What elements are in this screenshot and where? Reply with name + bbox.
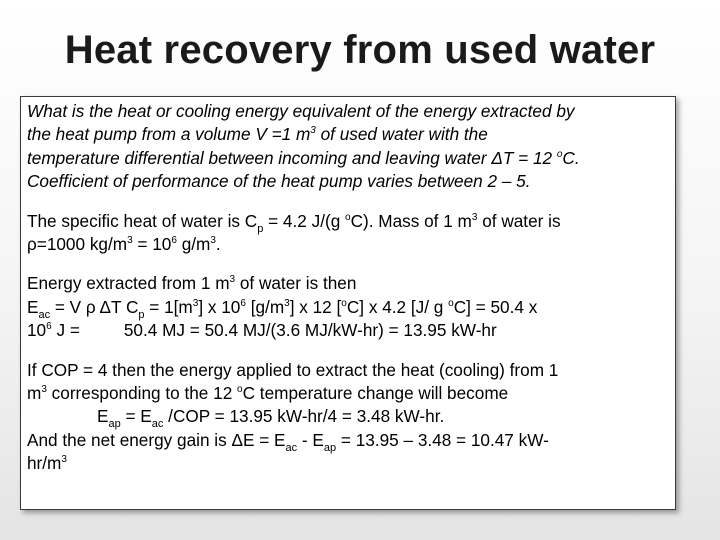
content-box [20, 96, 676, 510]
specific-heat-paragraph [27, 210, 675, 257]
specific-heat-line: The specific heat of water is $C_p = 4.2$ J/(g $^o$C). Mass of 1 $m^3$ of water is [27, 210, 561, 235]
energy-line: Energy extracted from 1 $m^3$ of water is then [27, 273, 357, 294]
specific-heat-line: ρ=1000 $kg/m^3 = 10^6$ $g/m^3$. [27, 234, 221, 255]
cop-equation: $E_{ap} = E_{ac}$ /COP = 13.95 kW-hr/4 = 3.48 kW-hr. [97, 406, 445, 431]
question-line: What is the heat or cooling energy equivalent of the energy extracted by [27, 101, 575, 121]
energy-paragraph [27, 272, 675, 342]
cop-line: If COP = 4 then the energy applied to extract the heat (cooling) from 1 [27, 359, 559, 380]
question-line: Coefficient of performance of the heat pump varies between 2 – 5. [27, 171, 531, 192]
question-paragraph [27, 100, 675, 194]
net-gain-unit: $hr/m^3$ [27, 453, 67, 474]
cop-line: $m^3$ corresponding to the 12 $^o$C temperature change will become [27, 383, 509, 404]
energy-equation: $E_{ac} = V$ ρ ΔT $C_p = 1[m^3]$ x $10^6$ $[g/m^3]$ x 12 [$^o$C] x 4.2 [J/ g $^o$C] = 50.4 x [27, 296, 538, 321]
cop-paragraph [27, 359, 675, 476]
net-gain-line: And the net energy gain is $\Delta E = E_{ac} - E_{ap} = 13.95 - 3.48 = 10.47$ kW- [27, 429, 549, 454]
energy-result: $10^6$ J = 50.4 MJ = 50.4 MJ/(3.6 MJ/kW-hr) = 13.95 kW-hr [27, 320, 497, 341]
question-line: temperature differential between incoming and leaving water ΔT = 12 $^o$C. [27, 147, 580, 168]
question-line: the heat pump from a volume V =1 $m^3$ of used water with the [27, 124, 488, 145]
slide-title: Heat recovery from used water [64, 28, 656, 72]
